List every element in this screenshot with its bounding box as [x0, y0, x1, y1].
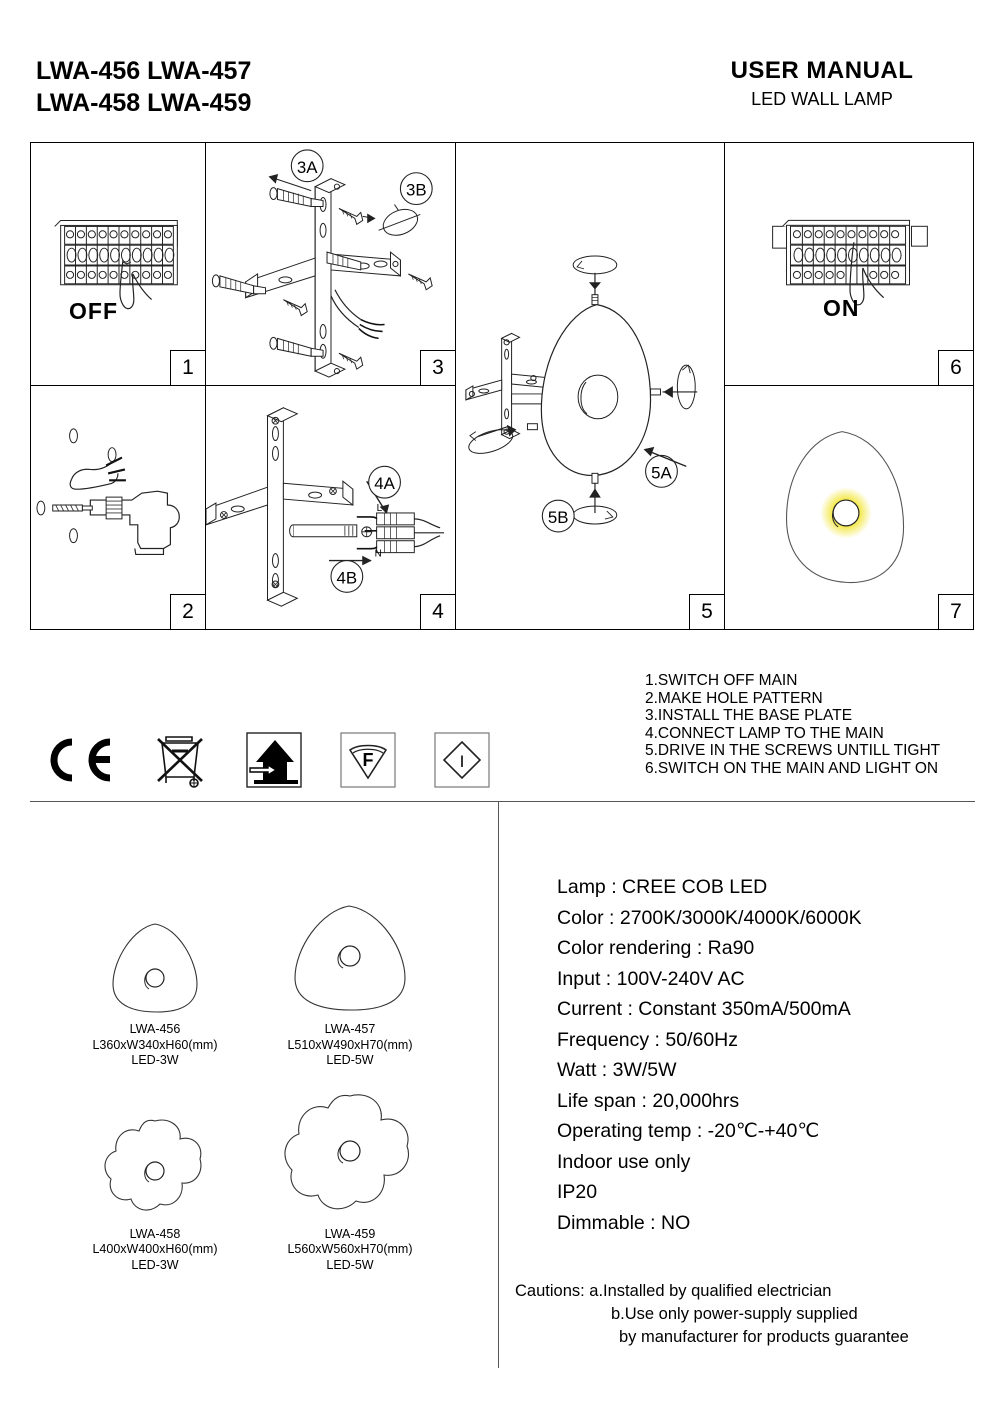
product-model: LWA-458: [129, 1226, 181, 1241]
rounded-triangle-shape: [285, 900, 415, 1018]
panel-switch-on-main: [724, 142, 974, 386]
svg-text:F: F: [362, 750, 374, 770]
panel-number-2: 2: [170, 594, 206, 630]
step-item: 5.DRIVE IN THE SCREWS UNTILL TIGHT: [645, 742, 941, 759]
base-plate-anchors-illustration: [206, 143, 455, 385]
panel-install-base-plate: [205, 142, 456, 386]
svg-text:I: I: [459, 752, 465, 771]
ce-mark-icon: [42, 731, 114, 789]
panel-connect-lamp-wiring: [205, 385, 456, 630]
svg-text:L: L: [376, 502, 383, 514]
product-dimensions: L400xW400xH60(mm): [92, 1242, 218, 1256]
spec-item: Dimmable : NO: [557, 1211, 691, 1234]
manual-title-block: [672, 57, 972, 111]
product-row-top: [60, 900, 480, 1069]
svg-text:4A: 4A: [374, 474, 395, 494]
caution-line-a: Cautions: a.Installed by qualified electrician: [515, 1282, 832, 1300]
product-lwa-458: [60, 1103, 250, 1274]
vertical-divider: [498, 801, 499, 1368]
model-line-1: LWA-456 LWA-457: [36, 57, 252, 85]
product-dimensions: L510xW490xH70(mm): [287, 1037, 413, 1052]
drill-illustration: [31, 386, 205, 629]
spec-item: Operating temp : -20℃-+40℃: [557, 1120, 820, 1142]
flower-shape: [280, 1103, 420, 1223]
panel-6-on-label: ON: [823, 295, 860, 321]
model-numbers: [36, 55, 251, 119]
caution-line-b: b.Use only power-supply supplied: [611, 1305, 858, 1323]
svg-text:3A: 3A: [296, 157, 318, 177]
product-caption: [92, 1022, 217, 1069]
rounded-triangle-shape: [105, 900, 205, 1018]
model-line-2: LWA-458 LWA-459: [36, 89, 252, 117]
product-dimensions: L560xW560xH70(mm): [287, 1242, 413, 1256]
page-title: USER MANUAL: [730, 57, 914, 84]
spec-item: Frequency : 50/60Hz: [557, 1028, 739, 1051]
page-subtitle: LED WALL LAMP: [751, 89, 893, 109]
svg-text:5B: 5B: [547, 507, 569, 527]
cautions-block: [515, 1280, 909, 1349]
step-item: 4.CONNECT LAMP TO THE MAIN: [645, 724, 884, 742]
spec-item: IP20: [557, 1181, 598, 1203]
wiring-terminal-illustration: [206, 386, 455, 629]
spec-item: Lamp : CREE COB LED: [557, 876, 768, 898]
spec-item: Color : 2700K/3000K/4000K/6000K: [557, 906, 862, 929]
breaker-panel-on-illustration: [725, 143, 973, 385]
product-variants-gallery: [60, 900, 480, 1273]
panel-number-3: 3: [420, 350, 456, 386]
shade-mounting-illustration: [456, 143, 724, 629]
f-mark-triangle-icon: [340, 731, 396, 789]
step-item: 2.MAKE HOLE PATTERN: [645, 689, 823, 707]
step-item: 6.SWITCH ON THE MAIN AND LIGHT ON: [645, 759, 939, 777]
panel-number-4: 4: [420, 594, 456, 630]
product-caption: [287, 1227, 412, 1274]
panel-switch-off-main: [30, 142, 206, 386]
panel-number-1: 1: [170, 350, 206, 386]
product-lwa-456: [60, 900, 250, 1069]
spec-item: Life span : 20,000hrs: [557, 1089, 740, 1112]
lit-lamp-illustration: [725, 386, 973, 629]
product-caption: [287, 1022, 412, 1069]
product-row-bottom: [60, 1103, 480, 1274]
spec-item: Indoor use only: [557, 1150, 691, 1173]
product-lwa-459: [250, 1103, 450, 1274]
spec-item: Watt : 3W/5W: [557, 1059, 677, 1081]
class-i-diamond-icon: [434, 731, 490, 789]
breaker-panel-off-illustration: [31, 143, 205, 385]
flower-shape: [100, 1103, 210, 1223]
panel-number-5: 5: [689, 594, 725, 630]
panel-number-6: 6: [938, 350, 974, 386]
spec-item: Input : 100V-240V AC: [557, 967, 745, 990]
product-lwa-457: [250, 900, 450, 1069]
caution-line-c: by manufacturer for products guarantee: [619, 1328, 909, 1346]
svg-text:5A: 5A: [651, 463, 672, 483]
instruction-panel-grid: [30, 142, 974, 630]
svg-text:4B: 4B: [336, 568, 358, 588]
product-power: LED-5W: [326, 1053, 374, 1067]
panel-drive-in-screws: [455, 142, 725, 630]
weee-crossed-bin-icon: [152, 731, 208, 789]
panel-number-7: 7: [938, 594, 974, 630]
panel-1-off-label: OFF: [69, 298, 118, 324]
product-caption: [92, 1227, 217, 1274]
panel-make-hole-pattern: [30, 385, 206, 630]
installation-steps-list: [645, 672, 940, 777]
horizontal-divider: [30, 801, 975, 802]
indoor-use-house-icon: [246, 731, 302, 789]
step-item: 1.SWITCH OFF MAIN: [645, 672, 798, 689]
product-dimensions: L360xW340xH60(mm): [92, 1037, 218, 1052]
product-power: LED-5W: [326, 1257, 374, 1272]
product-power: LED-3W: [131, 1053, 179, 1067]
svg-text:N: N: [374, 548, 382, 560]
step-item: 3.INSTALL THE BASE PLATE: [645, 707, 853, 724]
specifications-list: [557, 872, 862, 1238]
product-model: LWA-459: [324, 1226, 376, 1241]
svg-text:3B: 3B: [405, 180, 427, 200]
product-power: LED-3W: [131, 1257, 179, 1272]
product-model: LWA-457: [324, 1022, 376, 1036]
product-model: LWA-456: [129, 1022, 181, 1036]
certification-symbols: [42, 722, 490, 798]
panel-lamp-lit: [724, 385, 974, 630]
spec-item: Current : Constant 350mA/500mA: [557, 998, 851, 1020]
spec-item: Color rendering : Ra90: [557, 937, 755, 959]
